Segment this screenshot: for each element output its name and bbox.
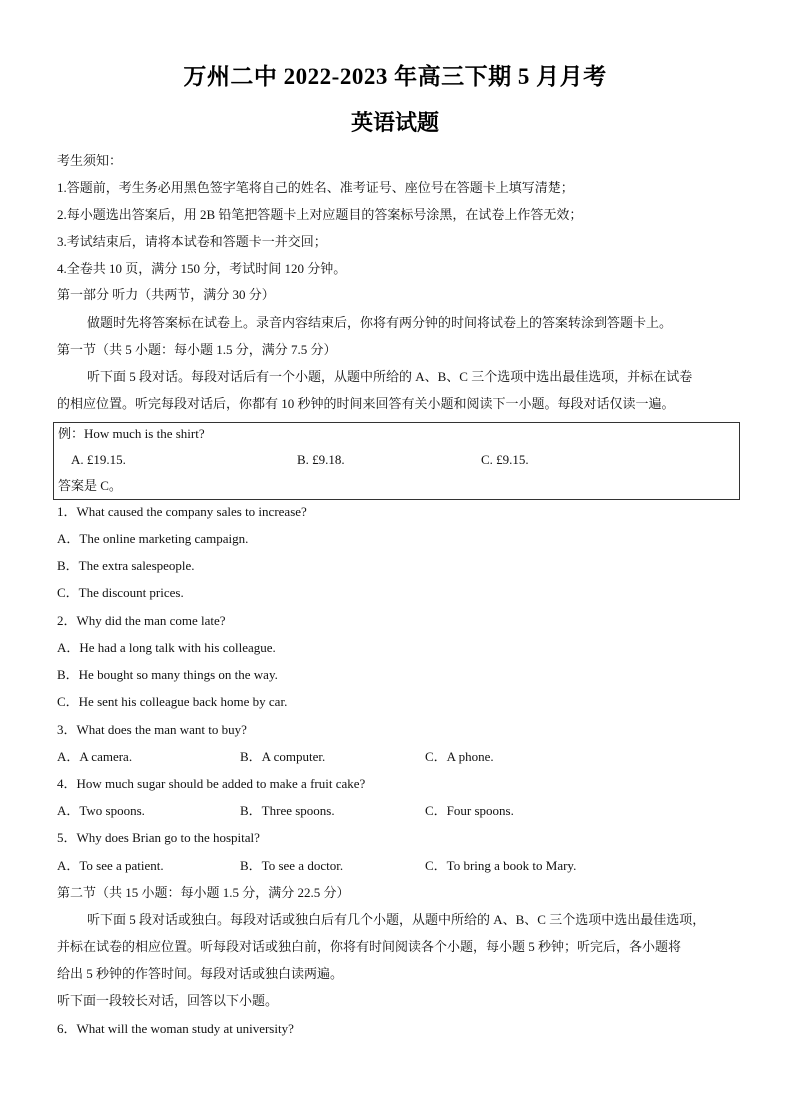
exam-title: 万州二中 2022-2023 年高三下期 5 月月考: [183, 64, 607, 89]
notice-item-4: 4.全卷共 10 页，满分 150 分，考试时间 120 分钟。: [57, 261, 347, 276]
question-2-option-c: C．He sent his colleague back home by car.: [57, 694, 288, 709]
question-3-option-c: C．A phone.: [425, 749, 494, 764]
notice-heading: 考生须知：: [57, 153, 123, 168]
notice-item-3: 3.考试结束后，请将本试卷和答题卡一并交回；: [57, 234, 327, 249]
question-2-option-b: B．He bought so many things on the way.: [57, 667, 278, 682]
section2-instruction-line2: 并标在试卷的相应位置。听每段对话或独白前，你将有时间阅读各个小题，每小题 5 秒钟；听完后，各小题将: [57, 939, 682, 954]
question-2-option-a: A．He had a long talk with his colleague.: [57, 640, 276, 655]
section1-instruction-line2: 的相应位置。听完每段对话后，你都有 10 秒钟的时间来回答有关小题和阅读下一小题。每段对话仅读一遍。: [57, 396, 675, 411]
section1-heading: 第一节（共 5 小题：每小题 1.5 分，满分 7.5 分）: [57, 342, 337, 357]
section1-instruction-line1: 听下面 5 段对话。每段对话后有一个小题，从题中所给的 A、B、C 三个选项中选出最佳选项，并标在试卷: [87, 369, 693, 384]
question-1: 1．What caused the company sales to increase?: [57, 504, 307, 519]
question-4: 4．How much sugar should be added to make a fruit cake?: [57, 776, 366, 791]
question-3: 3．What does the man want to buy?: [57, 722, 247, 737]
question-3-option-a: A．A camera.: [57, 749, 133, 764]
question-1-option-a: A．The online marketing campaign.: [57, 531, 249, 546]
part1-instruction: 做题时先将答案标在试卷上。录音内容结束后，你将有两分钟的时间将试卷上的答案转涂到答题卡上。: [87, 315, 673, 330]
notice-item-2: 2.每小题选出答案后，用 2B 铅笔把答题卡上对应题目的答案标号涂黑，在试卷上作答无效；: [57, 207, 583, 222]
question-5-option-c: C．To bring a book to Mary.: [425, 858, 577, 873]
question-1-option-b: B．The extra salespeople.: [57, 558, 195, 573]
section2-lead: 听下面一段较长对话，回答以下小题。: [57, 993, 279, 1008]
example-option-c: C. £9.15.: [481, 452, 529, 467]
question-5-option-a: A．To see a patient.: [57, 858, 164, 873]
example-answer: 答案是 C。: [58, 478, 122, 493]
example-question: 例：How much is the shirt?: [58, 426, 205, 441]
question-6: 6．What will the woman study at university?: [57, 1021, 294, 1036]
example-option-a: A. £19.15.: [71, 452, 126, 467]
question-5-option-b: B．To see a doctor.: [240, 858, 344, 873]
question-1-option-c: C．The discount prices.: [57, 585, 184, 600]
question-3-option-b: B．A computer.: [240, 749, 326, 764]
question-4-option-b: B．Three spoons.: [240, 803, 335, 818]
part1-heading: 第一部分 听力（共两节，满分 30 分）: [57, 287, 275, 302]
example-option-b: B. £9.18.: [297, 452, 345, 467]
notice-item-1: 1.答题前，考生务必用黑色签字笔将自己的姓名、准考证号、座位号在答题卡上填写清楚；: [57, 180, 574, 195]
section2-instruction-line1: 听下面 5 段对话或独白。每段对话或独白后有几个小题，从题中所给的 A、B、C 三个选项中选出最佳选项，: [87, 912, 706, 927]
exam-subtitle: 英语试题: [350, 110, 439, 135]
question-2: 2．Why did the man come late?: [57, 613, 226, 628]
question-5: 5．Why does Brian go to the hospital?: [57, 830, 260, 845]
section2-instruction-line3: 给出 5 秒钟的作答时间。每段对话或独白读两遍。: [57, 966, 344, 981]
question-4-option-c: C．Four spoons.: [425, 803, 514, 818]
example-box: [53, 422, 740, 500]
section2-heading: 第二节（共 15 小题：每小题 1.5 分，满分 22.5 分）: [57, 885, 350, 900]
question-4-option-a: A．Two spoons.: [57, 803, 145, 818]
